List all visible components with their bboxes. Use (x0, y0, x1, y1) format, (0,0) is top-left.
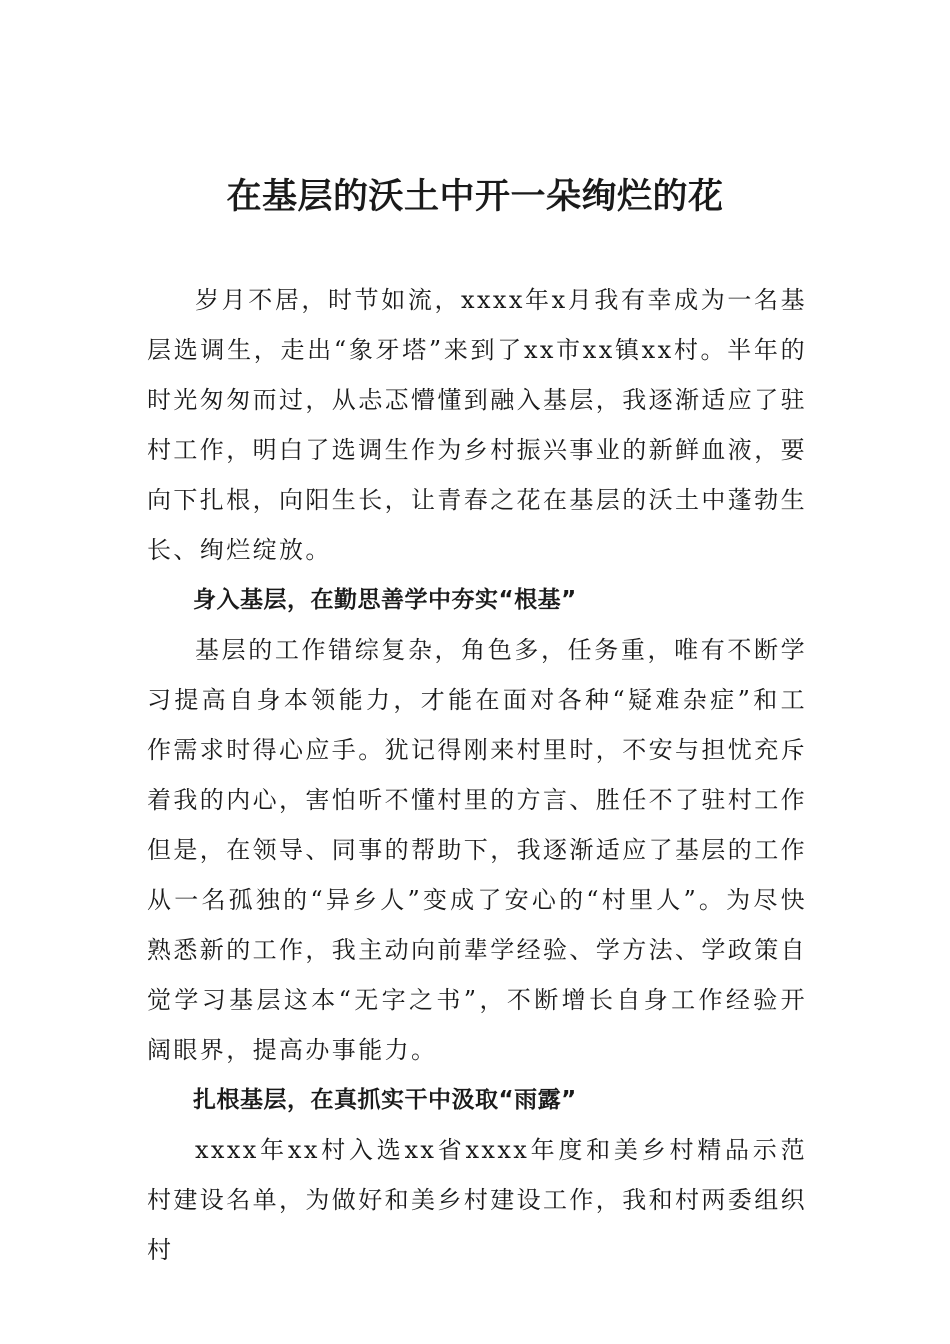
section-heading-1: 身入基层，在勤思善学中夯实“根基” (193, 587, 577, 613)
paragraph-section-2: xxxx年xx村入选xx省xxxx年度和美乡村精品示范村建设名单，为做好和美乡村建设工作，我和村两委组织村 (147, 1136, 807, 1264)
section-heading-2: 扎根基层，在真抓实干中汲取“雨露” (193, 1087, 577, 1113)
document-title: 在基层的沃土中开一朵绚烂的花 (226, 176, 724, 217)
paragraph-intro: 岁月不居，时节如流，xxxx年x月我有幸成为一名基层选调生，走出“象牙塔”来到了xx市xx镇xx村。半年的时光匆匆而过，从忐忑懵懂到融入基层，我逐渐适应了驻村工作，明白了选调生作为乡村振兴事业的新鲜血液，要向下扎根，向阳生长，让青春之花在基层的沃土中蓬勃生长、绚烂绽放。 (147, 286, 807, 564)
document-body (147, 275, 807, 1275)
paragraph-section-1: 基层的工作错综复杂，角色多，任务重，唯有不断学习提高自身本领能力，才能在面对各种“疑难杂症”和工作需求时得心应手。犹记得刚来村里时，不安与担忧充斥着我的内心，害怕听不懂村里的方言、胜任不了驻村工作但是，在领导、同事的帮助下，我逐渐适应了基层的工作从一名孤独的“异乡人”变成了安心的“村里人”。为尽快熟悉新的工作，我主动向前辈学经验、学方法、学政策自觉学习基层这本“无字之书”，不断增长自身工作经验开阔眼界，提高办事能力。 (147, 636, 807, 1064)
